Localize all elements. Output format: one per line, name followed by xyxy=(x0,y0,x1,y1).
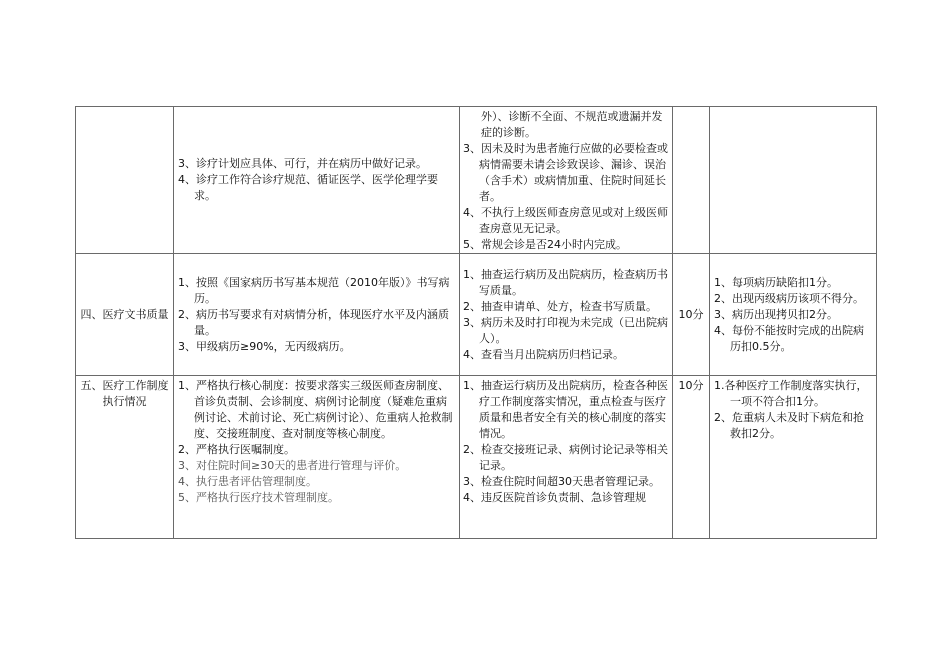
standard-item: 1、按照《国家病历书写基本规范（2010年版）》书写病历。 xyxy=(178,275,450,305)
deduction-item: 3、病历出现拷贝扣2分。 xyxy=(714,307,838,321)
check-item: 3、病历未及时打印视为未完成（已出院病人）。 xyxy=(463,315,668,345)
standard-item: 4、执行患者评估管理制度。 xyxy=(178,475,317,488)
deduction-item: 1、每项病历缺陷扣1分。 xyxy=(714,275,838,289)
standard-item: 3、诊疗计划应具体、可行，并在病历中做好记录。 xyxy=(178,157,427,170)
category-cell: 四、医疗文书质量 xyxy=(76,254,174,376)
standard-item: 2、病历书写要求有对病情分析，体现医疗水平及内涵质量。 xyxy=(178,307,449,337)
category-cell: 五、医疗工作制度执行情况 xyxy=(76,376,174,539)
check-item: 2、检查交接班记录、病例讨论记录等相关记录。 xyxy=(463,443,668,472)
deduction-item: 2、出现丙级病历该项不得分。 xyxy=(714,291,864,305)
check-item-continued: 外）、诊断不全面、不规范或遗漏并发症的诊断。 xyxy=(481,110,663,139)
score-cell: 10分 xyxy=(673,376,710,539)
checks-cell xyxy=(460,107,673,254)
checks-cell xyxy=(460,376,673,539)
category-cell xyxy=(76,107,174,254)
deductions-cell xyxy=(710,107,877,254)
standard-item: 5、严格执行医疗技术管理制度。 xyxy=(178,491,339,504)
check-item: 1、抽查运行病历及出院病历，检查病历书写质量。 xyxy=(463,267,668,297)
score-cell xyxy=(673,107,710,254)
table-row xyxy=(76,107,877,254)
deduction-item: 1.各种医疗工作制度落实执行，一项不符合扣1分。 xyxy=(714,379,868,408)
check-item: 3、因未及时为患者施行应做的必要检查或病情需要未请会诊致误诊、漏诊、误治（含手术）或病情加重、住院时间延长者。 xyxy=(463,142,668,203)
standard-item: 3、对住院时间≥30天的患者进行管理与评价。 xyxy=(178,459,407,472)
standards-cell xyxy=(174,107,460,254)
check-item: 4、违反医院首诊负责制、急诊管理规 xyxy=(463,491,646,504)
checks-cell xyxy=(460,254,673,376)
table-row xyxy=(76,254,877,376)
table-row xyxy=(76,376,877,539)
standard-item: 2、严格执行医嘱制度。 xyxy=(178,443,295,456)
standards-cell xyxy=(174,376,460,539)
score-cell: 10分 xyxy=(673,254,710,376)
check-item: 4、查看当月出院病历归档记录。 xyxy=(463,347,624,361)
standards-cell xyxy=(174,254,460,376)
standard-item: 4、诊疗工作符合诊疗规范、循证医学、医学伦理学要求。 xyxy=(178,173,438,202)
standard-item: 1、严格执行核心制度：按要求落实三级医师查房制度、首诊负责制、会诊制度、病例讨论制度（疑难危重病例讨论、术前讨论、死亡病例讨论）、危重病人抢救制度、交接班制度、查对制度等核心制度。 xyxy=(178,379,453,440)
evaluation-table xyxy=(75,106,877,539)
check-item: 1、抽查运行病历及出院病历，检查各种医疗工作制度落实情况，重点检查与医疗质量和患者安全有关的核心制度的落实情况。 xyxy=(463,379,668,440)
deductions-cell xyxy=(710,254,877,376)
check-item: 3、检查住院时间超30天患者管理记录。 xyxy=(463,475,660,488)
deduction-item: 4、每份不能按时完成的出院病历扣0.5分。 xyxy=(714,323,864,353)
check-item: 5、常规会诊是否24小时内完成。 xyxy=(463,238,627,251)
check-item: 4、不执行上级医师查房意见或对上级医师查房意见无记录。 xyxy=(463,206,668,235)
deductions-cell xyxy=(710,376,877,539)
deduction-item: 2、危重病人未及时下病危和抢救扣2分。 xyxy=(714,411,864,440)
standard-item: 3、甲级病历≥90%，无丙级病历。 xyxy=(178,339,351,353)
check-item: 2、抽查申请单、处方，检查书写质量。 xyxy=(463,299,657,313)
